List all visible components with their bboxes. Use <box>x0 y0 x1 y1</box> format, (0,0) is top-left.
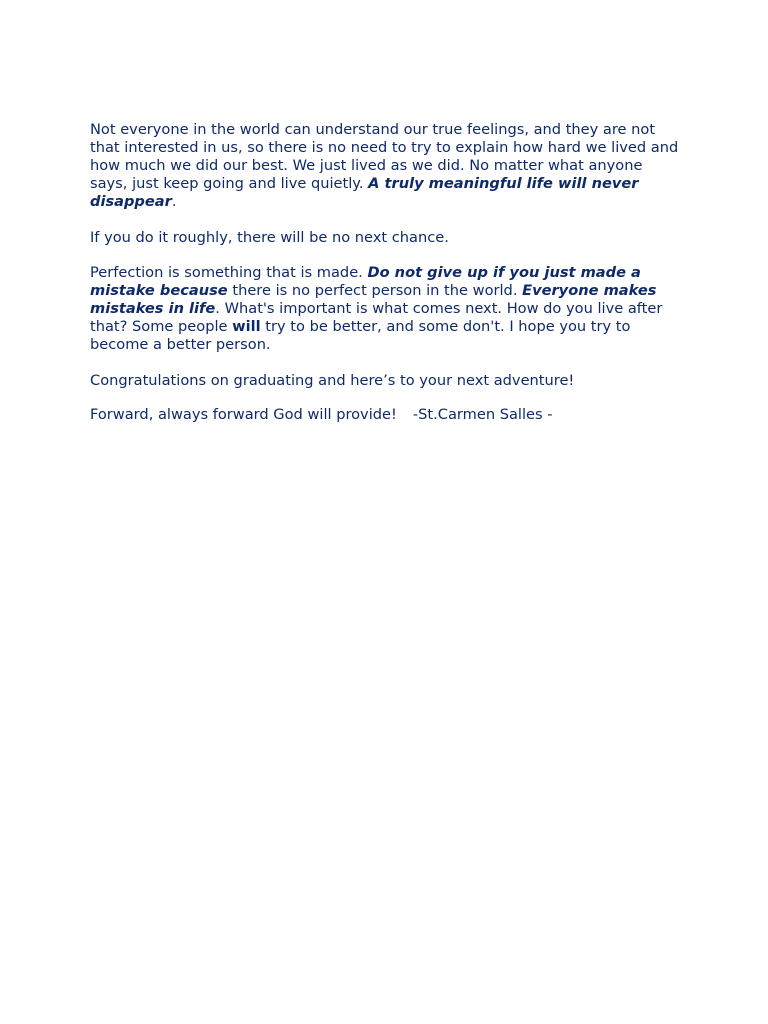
paragraph-3-text-b: there is no perfect person in the world. <box>227 281 523 299</box>
paragraph-3-text-d: try to be better, and some don't. I hope you try to become a better person. <box>90 317 631 353</box>
paragraph-spacer <box>90 211 682 229</box>
paragraph-spacer <box>90 248 682 264</box>
paragraph-3-text-c: . What's important is what comes next. How do you live after that? Some people <box>90 299 663 335</box>
paragraph-4-text: Congratulations on graduating and here’s to your next adventure! <box>90 372 575 390</box>
paragraph-congratulations <box>90 372 682 390</box>
paragraph-1-emphasis: A truly meaningful life will never disappear <box>90 175 639 211</box>
paragraph-spacer <box>90 390 682 406</box>
quote-text: Forward, always forward God will provide! <box>90 406 397 424</box>
paragraph-3-emphasis-b: Everyone makes mistakes in life <box>90 281 657 317</box>
paragraph-perfection <box>90 264 682 354</box>
paragraph-quote <box>90 406 682 424</box>
paragraph-3-emphasis-a: Do not give up if you just made a mistake because <box>90 263 641 299</box>
paragraph-1-text: Not everyone in the world can understand our true feelings, and they are not that interested in us, so there is no need to try to explain how hard we lived and how much we did our best. We just lived as we did. No matter what anyone says, just keep going and live quietly. <box>90 121 679 193</box>
paragraph-next-chance <box>90 229 682 247</box>
paragraph-1-end: . <box>171 193 177 211</box>
paragraph-3-bold-c: will <box>232 317 261 335</box>
paragraph-meaningful-life <box>90 121 682 211</box>
paragraph-2-text: If you do it roughly, there will be no next chance. <box>90 229 449 247</box>
paragraph-3-text-a: Perfection is something that is made. <box>90 263 368 281</box>
document-body <box>90 121 682 424</box>
paragraph-spacer <box>90 354 682 372</box>
quote-attribution: -St.Carmen Salles - <box>412 406 553 424</box>
